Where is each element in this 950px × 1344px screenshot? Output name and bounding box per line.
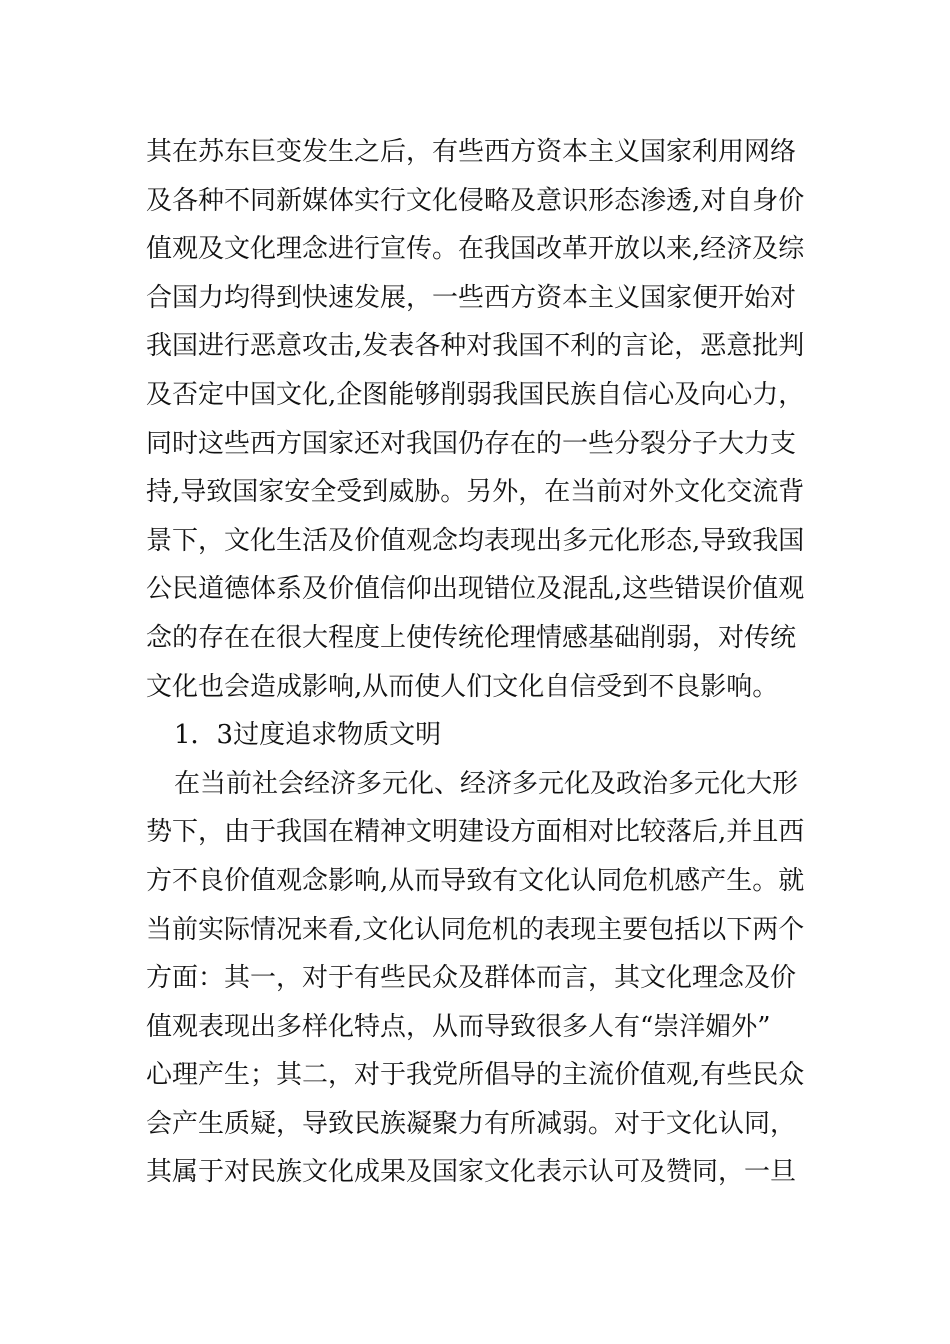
- text-line: 合国力均得到快速发展，一些西方资本主义国家便开始对: [146, 282, 797, 313]
- text-line: 方不良价值观念影响,从而导致有文化认同危机感产生。就: [146, 865, 805, 896]
- text-line: 景下，文化生活及价值观念均表现出多元化形态,导致我国: [146, 525, 805, 556]
- section-heading: 1．3过度追求物质文明: [174, 720, 442, 751]
- text-line: 同时这些西方国家还对我国仍存在的一些分裂分子大力支: [146, 428, 797, 459]
- text-line: 方面：其一，对于有些民众及群体而言，其文化理念及价: [146, 963, 797, 994]
- text-line: 值观及文化理念进行宣传。在我国改革开放以来,经济及综: [146, 234, 805, 265]
- text-line: 其属于对民族文化成果及国家文化表示认可及赞同，一旦: [146, 1157, 797, 1188]
- text-line: 会产生质疑，导致民族凝聚力有所减弱。对于文化认同，: [146, 1108, 797, 1139]
- text-line: 在当前社会经济多元化、经济多元化及政治多元化大形: [174, 768, 799, 799]
- text-line: 当前实际情况来看,文化认同危机的表现主要包括以下两个: [146, 914, 805, 945]
- body-text: [146, 128, 806, 1197]
- text-line: 及各种不同新媒体实行文化侵略及意识形态渗透,对自身价: [146, 185, 805, 216]
- text-line: 值观表现出多样化特点，从而导致很多人有“崇洋媚外”: [146, 1011, 771, 1042]
- text-line: 文化也会造成影响,从而使人们文化自信受到不良影响。: [146, 671, 779, 702]
- text-line: 其在苏东巨变发生之后，有些西方资本主义国家利用网络: [146, 137, 797, 167]
- text-line: 心理产生；其二，对于我党所倡导的主流价值观,有些民众: [146, 1060, 805, 1091]
- text-line: 及否定中国文化,企图能够削弱我国民族自信心及向心力，: [146, 379, 805, 410]
- text-line: 公民道德体系及价值信仰出现错位及混乱,这些错误价值观: [146, 574, 805, 605]
- text-line: 持,导致国家安全受到威胁。另外，在当前对外文化交流背: [146, 477, 805, 508]
- text-line: 我国进行恶意攻击,发表各种对我国不利的言论，恶意批判: [146, 331, 805, 362]
- text-line: 念的存在在很大程度上使传统伦理情感基础削弱，对传统: [146, 622, 797, 653]
- text-line: 势下，由于我国在精神文明建设方面相对比较落后,并且西: [146, 817, 805, 848]
